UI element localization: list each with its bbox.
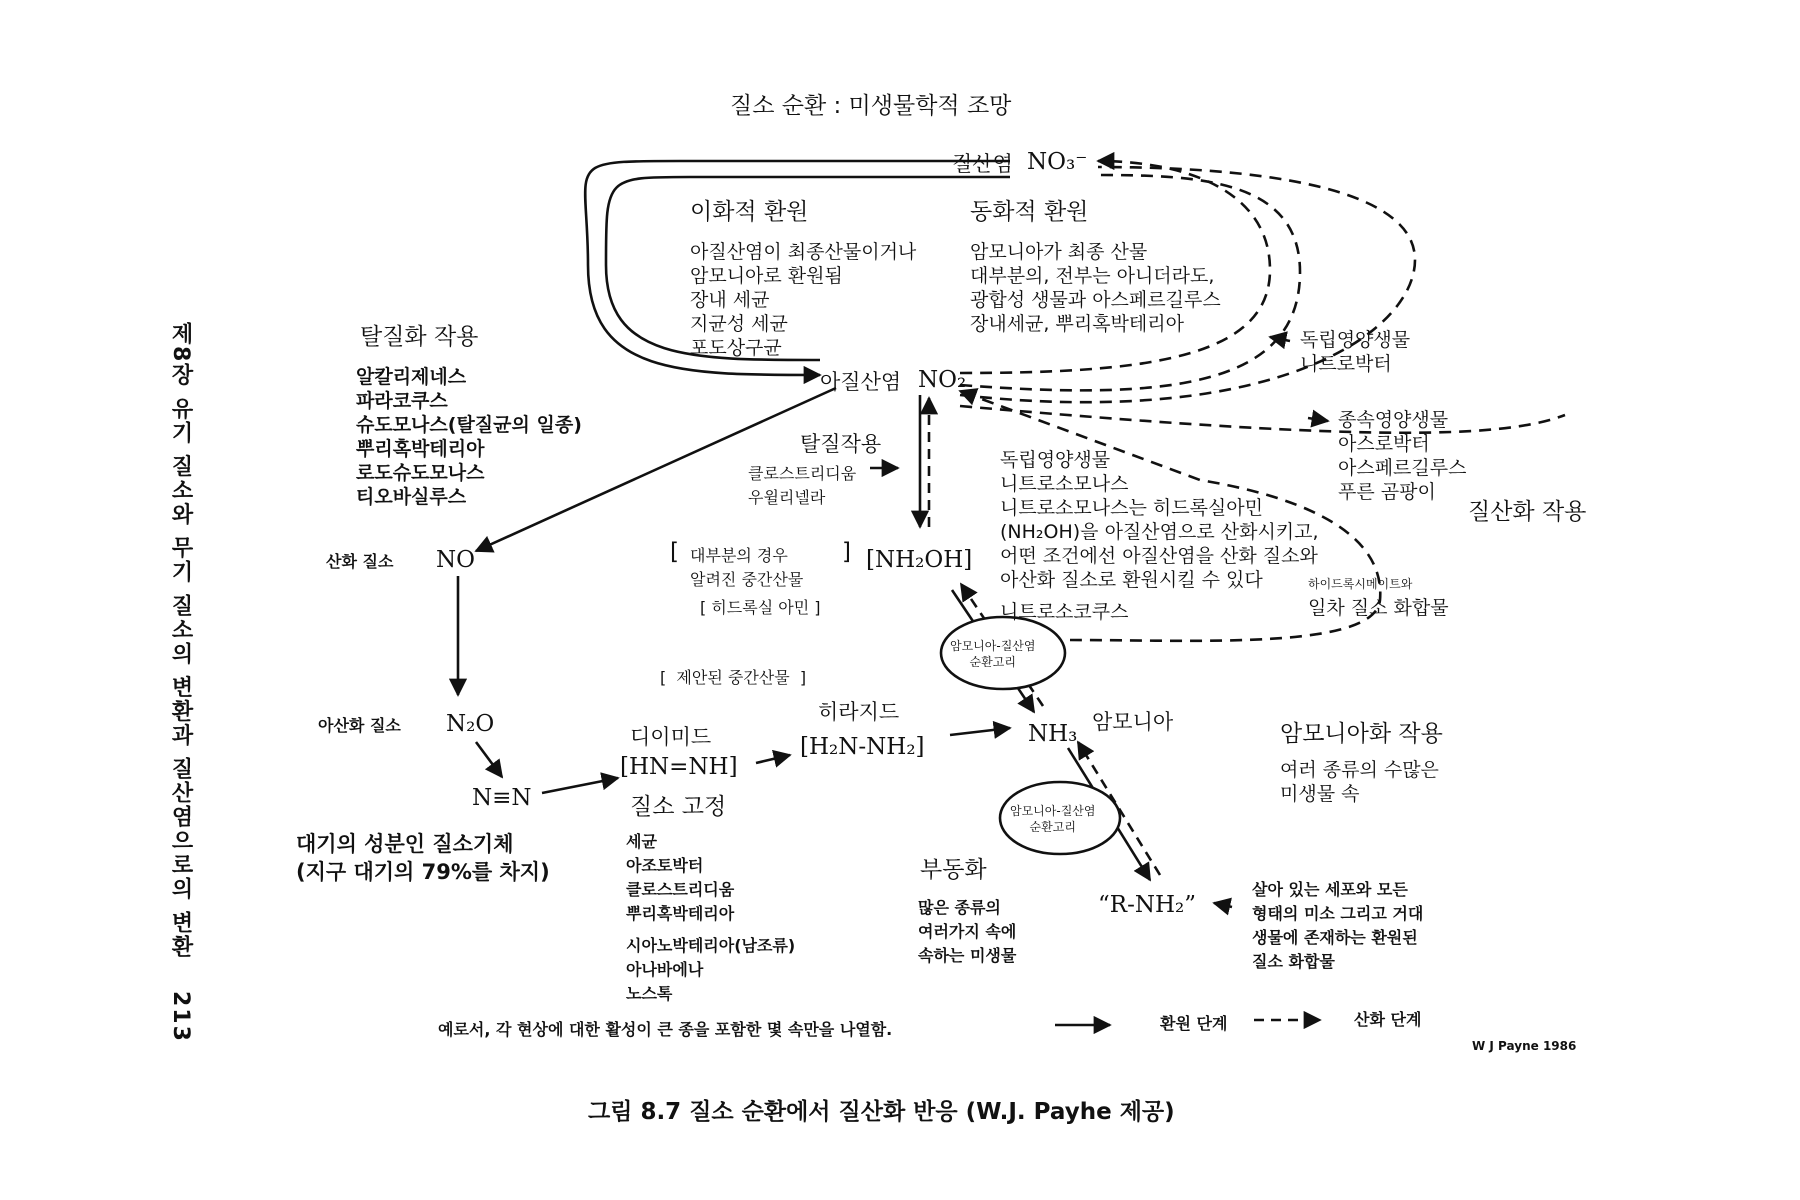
- denitrification2-heading: 탈질작용: [800, 432, 882, 456]
- side-header: [160, 300, 200, 1043]
- list-item: 로도슈도모나스: [356, 462, 485, 484]
- list-item: 니트로박터: [1300, 353, 1392, 375]
- arrow-hydrazide-to-nh3: [950, 728, 1010, 735]
- n2o-formula: N₂O: [446, 711, 495, 737]
- side-header-text: 제8장 유기 질소와 무기 질소의 변환과 질산염으로의 변환: [168, 322, 193, 959]
- arrow-n2o-to-n2: [476, 742, 502, 777]
- list-item: 아조토박터: [626, 856, 704, 875]
- fixation-list: [626, 830, 795, 1006]
- list-item: (NH₂OH)을 아질산염으로 산화시키고,: [1000, 521, 1319, 543]
- list-item: 하이드록시메이트와: [1308, 577, 1413, 591]
- list-item: 세균: [626, 832, 657, 851]
- list-item: 클로스트리디움: [626, 880, 735, 899]
- list-item: 알칼리제네스: [356, 366, 467, 388]
- list-item: 푸른 곰팡이: [1338, 481, 1436, 503]
- list-item: 독립영양생물: [1300, 329, 1411, 351]
- fixation-heading: 질소 고정: [630, 794, 727, 820]
- list-item: 파라코쿠스: [356, 390, 448, 412]
- assimilatory-list: [970, 240, 1221, 336]
- nitrite-label: 아질산염: [820, 370, 902, 394]
- cycle2-label: [1010, 803, 1095, 835]
- list-item: 여러 종류의 수많은: [1280, 759, 1439, 781]
- denitrification-list: [356, 365, 582, 509]
- list-item: 아산화 질소로 환원시킬 수 있다: [1000, 569, 1263, 591]
- nitrification-heading: 질산화 작용: [1468, 499, 1587, 525]
- no-formula: NO: [436, 547, 475, 573]
- legend-reduction: 환원 단계: [1160, 1014, 1228, 1033]
- list-item: 우윌리넬라: [748, 488, 826, 507]
- hydroxylamine-note: 히드록실 아민: [711, 598, 810, 617]
- list-item: (지구 대기의 79%를 차지): [296, 860, 550, 884]
- list-item: 여러가지 속에: [918, 922, 1017, 941]
- dissimilatory-list: [690, 240, 916, 360]
- list-item: 아질산염이 최종산물이거나: [690, 241, 917, 263]
- list-item: 티오바실루스: [356, 486, 467, 508]
- list-item: 니트로소모나스: [1000, 473, 1129, 495]
- list-item: 아나바에나: [626, 960, 704, 979]
- list-item: 포도상구균: [690, 337, 782, 359]
- hydroxamate-list: [1308, 572, 1449, 620]
- list-item: 대부분의, 전부는 아니더라도,: [970, 265, 1215, 287]
- nitrobacter-list: [1300, 328, 1410, 376]
- list-item: 니트로소모나스는 히드록실아민: [1000, 497, 1263, 519]
- list-item: 살아 있는 세포와 모든: [1252, 880, 1408, 899]
- list-item: 장내 세균: [690, 289, 770, 311]
- list-item: 형태의 미소 그리고 거대: [1252, 904, 1424, 923]
- ammonification-heading: 암모니아화 작용: [1280, 721, 1443, 747]
- arrow-to-nitrobacter: [1270, 337, 1290, 341]
- nitrate-label: 질산염: [952, 152, 1013, 176]
- diimide-formula: [HN=NH]: [620, 754, 738, 780]
- list-item: 뿌리혹박테리아: [626, 904, 735, 923]
- list-item: 순환고리: [969, 655, 1016, 669]
- list-item: 시아노박테리아(남조류): [626, 936, 796, 955]
- dissimilatory-heading: 이화적 환원: [690, 199, 809, 225]
- list-item: 많은 종류의: [918, 898, 1001, 917]
- denitrification2-list: [748, 462, 856, 510]
- proposed-intermediate: [ 제안된 중간산물 ]: [660, 668, 807, 687]
- list-item: 순환고리: [1029, 820, 1076, 834]
- nitrate-formula: NO₃⁻: [1027, 149, 1088, 175]
- list-item: 일차 질소 화합물: [1308, 597, 1449, 619]
- diimide-label: 디이미드: [630, 725, 712, 749]
- list-item: 종속영양생물: [1338, 409, 1449, 431]
- proposed-label: 제안된 중간산물: [676, 668, 790, 687]
- oxidation-loop-wide: [960, 406, 1565, 433]
- denitrification-heading: 탈질화 작용: [360, 324, 479, 350]
- heterotroph-list: [1338, 408, 1466, 504]
- immobilization-list: [918, 896, 1016, 968]
- intermediate-bracket-open: [: [670, 539, 679, 565]
- list-item: 대부분의 경우: [690, 546, 788, 565]
- figure-caption: 그림 8.7 질소 순환에서 질산화 반응 (W.J. Payhe 제공): [588, 1099, 1175, 1125]
- intermediate-list: [690, 544, 803, 592]
- legend-note: 예로서, 각 현상에 대한 활성이 큰 종을 포함한 몇 속만을 나열함.: [438, 1020, 893, 1039]
- legend-credit: W J Payne 1986: [1472, 1039, 1577, 1053]
- list-item: 노스톡: [626, 984, 673, 1003]
- list-item: 암모니아-질산염: [1010, 804, 1096, 818]
- organic-list: [1252, 878, 1423, 974]
- list-item: 광합성 생물과 아스페르길루스: [970, 289, 1221, 311]
- no-label: 산화 질소: [326, 552, 394, 571]
- list-item: 뿌리혹박테리아: [356, 438, 485, 460]
- list-item: 클로스트리디움: [748, 464, 857, 483]
- list-item: 니트로소코쿠스: [1000, 601, 1129, 623]
- intermediate-note: [ 히드록실 아민 ]: [700, 598, 821, 617]
- nh2oh-formula: [NH₂OH]: [866, 547, 973, 573]
- immobilization-heading: 부동화: [920, 857, 987, 883]
- list-item: 슈도모나스(탈질균의 일종): [356, 414, 582, 436]
- diagram-title: 질소 순환 : 미생물학적 조망: [730, 93, 1012, 119]
- list-item: 속하는 미생물: [918, 946, 1017, 965]
- list-item: 아스페르길루스: [1338, 457, 1467, 479]
- list-item: 질소 화합물: [1252, 952, 1335, 971]
- list-item: 암모니아-질산염: [950, 639, 1036, 653]
- cycle1-label: [950, 638, 1035, 670]
- legend-oxidation: 산화 단계: [1354, 1010, 1422, 1029]
- nitrosomonas-list: [1000, 448, 1319, 624]
- arrow-to-rnh2: [1214, 903, 1232, 907]
- arrow-diimide-to-hydrazide: [756, 755, 790, 763]
- list-item: 독립영양생물: [1000, 449, 1111, 471]
- atmosphere-list: [296, 830, 550, 886]
- list-item: 지균성 세균: [690, 313, 788, 335]
- hydrazide-label: 히라지드: [818, 700, 900, 724]
- assimilatory-heading: 동화적 환원: [970, 199, 1089, 225]
- nitrite-formula: NO₂: [918, 367, 967, 393]
- n2o-label: 아산화 질소: [318, 716, 401, 735]
- hydrazide-formula: [H₂N-NH₂]: [800, 734, 925, 760]
- arrow-n2-to-diimide: [542, 778, 618, 793]
- list-item: 생물에 존재하는 환원된: [1252, 928, 1418, 947]
- list-item: 아스로박터: [1338, 433, 1430, 455]
- intermediate-bracket-close: ]: [842, 539, 851, 565]
- list-item: 장내세균, 뿌리혹박테리아: [970, 313, 1184, 335]
- nh3-label: 암모니아: [1092, 710, 1174, 734]
- list-item: 암모니아가 최종 산물: [970, 241, 1148, 263]
- list-item: 대기의 성분인 질소기체: [296, 832, 514, 856]
- list-item: 알려진 중간산물: [690, 570, 804, 589]
- side-header-page: 213: [168, 990, 193, 1043]
- rnh2-formula: “R-NH₂”: [1098, 892, 1197, 918]
- arrow-to-heterotroph: [1308, 418, 1328, 421]
- list-item: 암모니아로 환원됨: [690, 265, 843, 287]
- list-item: [626, 926, 795, 934]
- n2-formula: N≡N: [472, 785, 532, 811]
- list-item: [1000, 592, 1319, 600]
- list-item: 미생물 속: [1280, 783, 1360, 805]
- list-item: 어떤 조건에선 아질산염을 산화 질소와: [1000, 545, 1318, 567]
- nh3-formula: NH₃: [1028, 721, 1078, 747]
- ammonification-list: [1280, 758, 1439, 806]
